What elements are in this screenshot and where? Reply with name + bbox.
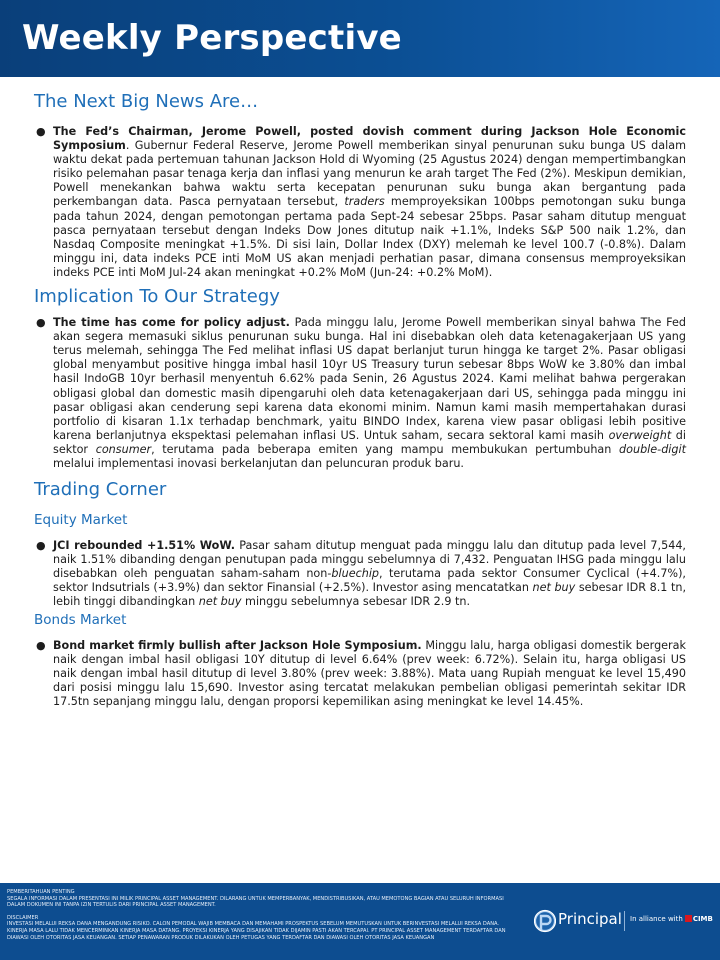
bullet-icon: ● — [36, 539, 46, 553]
footer-disclaimer — [7, 889, 517, 941]
bullet-text-italic: double-digit — [619, 442, 687, 456]
bullet-text-italic: traders — [344, 195, 385, 209]
bullet-text-italic: net buy — [532, 581, 576, 595]
principal-logo-icon — [534, 908, 556, 934]
alliance-label — [630, 915, 713, 923]
bullet-text-italic: consumer — [95, 442, 152, 456]
logo-divider — [624, 911, 625, 931]
brand-name: Principal — [558, 910, 622, 928]
section-heading-next-big-news: The Next Big News Are… — [34, 91, 259, 112]
section-heading-trading-corner: Trading Corner — [34, 479, 167, 501]
section-heading-implication: Implication To Our Strategy — [34, 286, 280, 308]
bullet-text: , terutama pada sektor Consumer Cyclical (+4.7%), sektor Indsutrials (+3.9%) dan sektor Finansial (+2.5%). Investor asing mencatatkan — [53, 567, 686, 595]
bullet-lead: JCI rebounded +1.51% WoW. — [53, 539, 236, 553]
bullet-icon: ● — [36, 316, 46, 330]
notice-title: PEMBERITAHUAN PENTING — [7, 889, 75, 895]
alliance-text: In alliance with — [630, 915, 683, 923]
bullet-policy-adjust — [34, 316, 686, 471]
bullet-text-italic: overweight — [608, 428, 672, 442]
cimb-logo-icon — [685, 915, 692, 922]
subheading-bonds-market: Bonds Market — [34, 611, 127, 628]
principal-cimb-logo — [534, 906, 714, 936]
bullet-icon: ● — [36, 125, 46, 138]
bullet-fed-powell — [34, 125, 686, 280]
disclaimer-title: DISCLAIMER — [7, 914, 39, 921]
bullet-text: , terutama pada beberapa emiten yang mampu membukukan pertumbuhan — [151, 442, 620, 456]
bullet-text: . Gubernur Federal Reserve, Jerome Powell memberikan sinyal penurunan suku bunga US dalam waktu dekat pada pertemuan tahunan Jackson Hold di Wyoming (25 Agustus 2024) dengan mempertimbangkan risiko pelemahan pasar tenaga kerja dan inflasi yang menurun ke arah target The Fed (2%). Meskipun demikian, Powell menekankan bahwa waktu serta kecepatan penurunan suku bunga akan bergantung pada perkembangan data. Pasca pernyataan tersebut, — [53, 139, 686, 209]
bullet-text: minggu sebelumnya sebesar IDR 2.9 tn. — [241, 595, 471, 609]
disclaimer-text: INVESTASI MELALUI REKSA DANA MENGANDUNG RISIKO. CALON PEMODAL WAJIB MEMBACA DAN MEMAHAMI PROSPEKTUS SEBELUM MEMUTUSKAN UNTUK BERINVESTASI MELALUI REKSA DANA. KINERJA MASA LALU TIDAK MENCERMINKAN KINERJA MASA DATANG. PROYEKSI KINERJA YANG DISAJIKAN TIDAK DIJAMIN PASTI AKAN TERCAPAI. PT PRINCIPAL ASSET MANAGEMENT TERDAFTAR DAN DIAWASI OLEH OTORITAS JASA KEUANGAN. SETIAP PENAWARAN PRODUK DILAKUKAN OLEH PETUGAS YANG TERDAFTAR DAN DIAWASI OLEH OTORITAS JASA KEUANGAN — [7, 921, 506, 941]
page-title: Weekly Perspective — [22, 18, 402, 58]
bullet-lead: The time has come for policy adjust. — [53, 316, 290, 330]
bullet-icon: ● — [36, 638, 46, 652]
bullet-bond-market — [34, 639, 686, 709]
bullet-text: Minggu lalu, harga obligasi domestik bergerak naik dengan imbal hasil obligasi 10Y ditutup di level 6.64% (prev week: 6.72%). Selain itu, harga obligasi US naik dengan imbal hasil ditutup di level 3.80% (prev week: 3.88%). Mata uang Rupiah menguat ke level 15,490 dari posisi minggu lalu 15,690. Investor asing tercatat melakukan pembelian obligasi pemerintah sekitar IDR 17.5tn sepanjang minggu lalu, dengan proporsi kepemilikan asing meningkat ke level 14.45%. — [53, 638, 686, 708]
bullet-text-italic: bluechip — [331, 567, 380, 581]
bullet-text: sebesar IDR 8.1 tn, lebih tinggi dibandingkan — [53, 581, 686, 609]
bullet-lead: Bond market firmly bullish after Jackson Hole Symposium. — [53, 638, 422, 652]
bullet-text: Pasar saham ditutup menguat pada minggu lalu dan ditutup pada level 7,544, naik 1.51% dibanding dengan penutupan pada minggu sebelumnya di 7,432. Penguatan IHSG pada minggu lalu disebabkan oleh penguatan saham-saham non- — [53, 539, 686, 581]
bullet-text: di sektor — [53, 428, 686, 456]
bullet-lead: The Fed’s Chairman, Jerome Powell, posted dovish comment during Jackson Hole Economic Symposium — [53, 125, 686, 153]
subheading-equity-market: Equity Market — [34, 512, 128, 529]
bullet-text: memproyeksikan 100bps pemotongan suku bunga pada tahun 2024, dengan pemotongan pertama pada Sept-24 sebesar 25bps. Pasar saham ditutup menguat pasca pernyataan tersebut dengan Indeks Dow Jones ditutup naik +1.1%, Indeks S&P 500 naik 1.2%, dan Nasdaq Composite meningkat +1.5%. Di sisi lain, Dollar Index (DXY) melemah ke level 100.7 (-0.8%). Dalam minggu ini, data indeks PCE inti MoM US akan menjadi perhatian pasar, dimana consensus memproyeksikan indeks PCE inti MoM Jul-24 akan meningkat +0.2% MoM (Jun-24: +0.2% MoM). — [53, 195, 686, 279]
bullet-text: Pada minggu lalu, Jerome Powell memberikan sinyal bahwa The Fed akan segera memasuki siklus penurunan suku bunga. Hal ini disebabkan oleh data ketenagakerjaan US yang terus melemah, sehingga The Fed melihat inflasi US dapat berlanjut turun hingga ke target 2%. Pasar obligasi global menyambut positive hingga imbal hasil 10yr US Treasury turun sebesar 8bps WoW ke 3.80% dan imbal hasil IndoGB 10yr berhasil menyentuh 6.62% pada Senin, 26 Agustus 2024. Kami melihat bahwa pergerakan obligasi global dan domestic masih dipengaruhi oleh data ketenagakerjaan dari US, sehingga pada minggu ini pasar obligasi akan cenderung sepi karena data ekonomi minim. Namun kami masih mempertahakan durasi portfolio di kisaran 1.1x terhadap benchmark, yaitu BINDO Index, karena view pasar obligasi lebih positive karena berlanjutnya ekspektasi pelemahan inflasi US. Untuk saham, secara sektoral kami masih — [53, 316, 686, 442]
page-header — [0, 0, 720, 77]
main-content — [34, 90, 686, 709]
bullet-text: melalui implementasi inovasi berkelanjutan dan peluncuran produk baru. — [53, 456, 464, 470]
bullet-jci-rebound — [34, 539, 686, 609]
notice-text: SEGALA INFORMASI DALAM PRESENTASI INI MILIK PRINCIPAL ASSET MANAGEMENT. DILARANG UNTUK MEMPERBANYAK, MENDISTRIBUSIKAN, ATAU MEMOTONG BAGIAN ATAU SELURUH INFORMASI DALAM DOKUMEN INI TANPA IZIN TERTULIS DARI PRINCIPAL ASSET MANAGEMENT. — [7, 895, 504, 909]
bullet-text-italic: net buy — [198, 595, 242, 609]
partner-name: CIMB — [692, 915, 713, 923]
